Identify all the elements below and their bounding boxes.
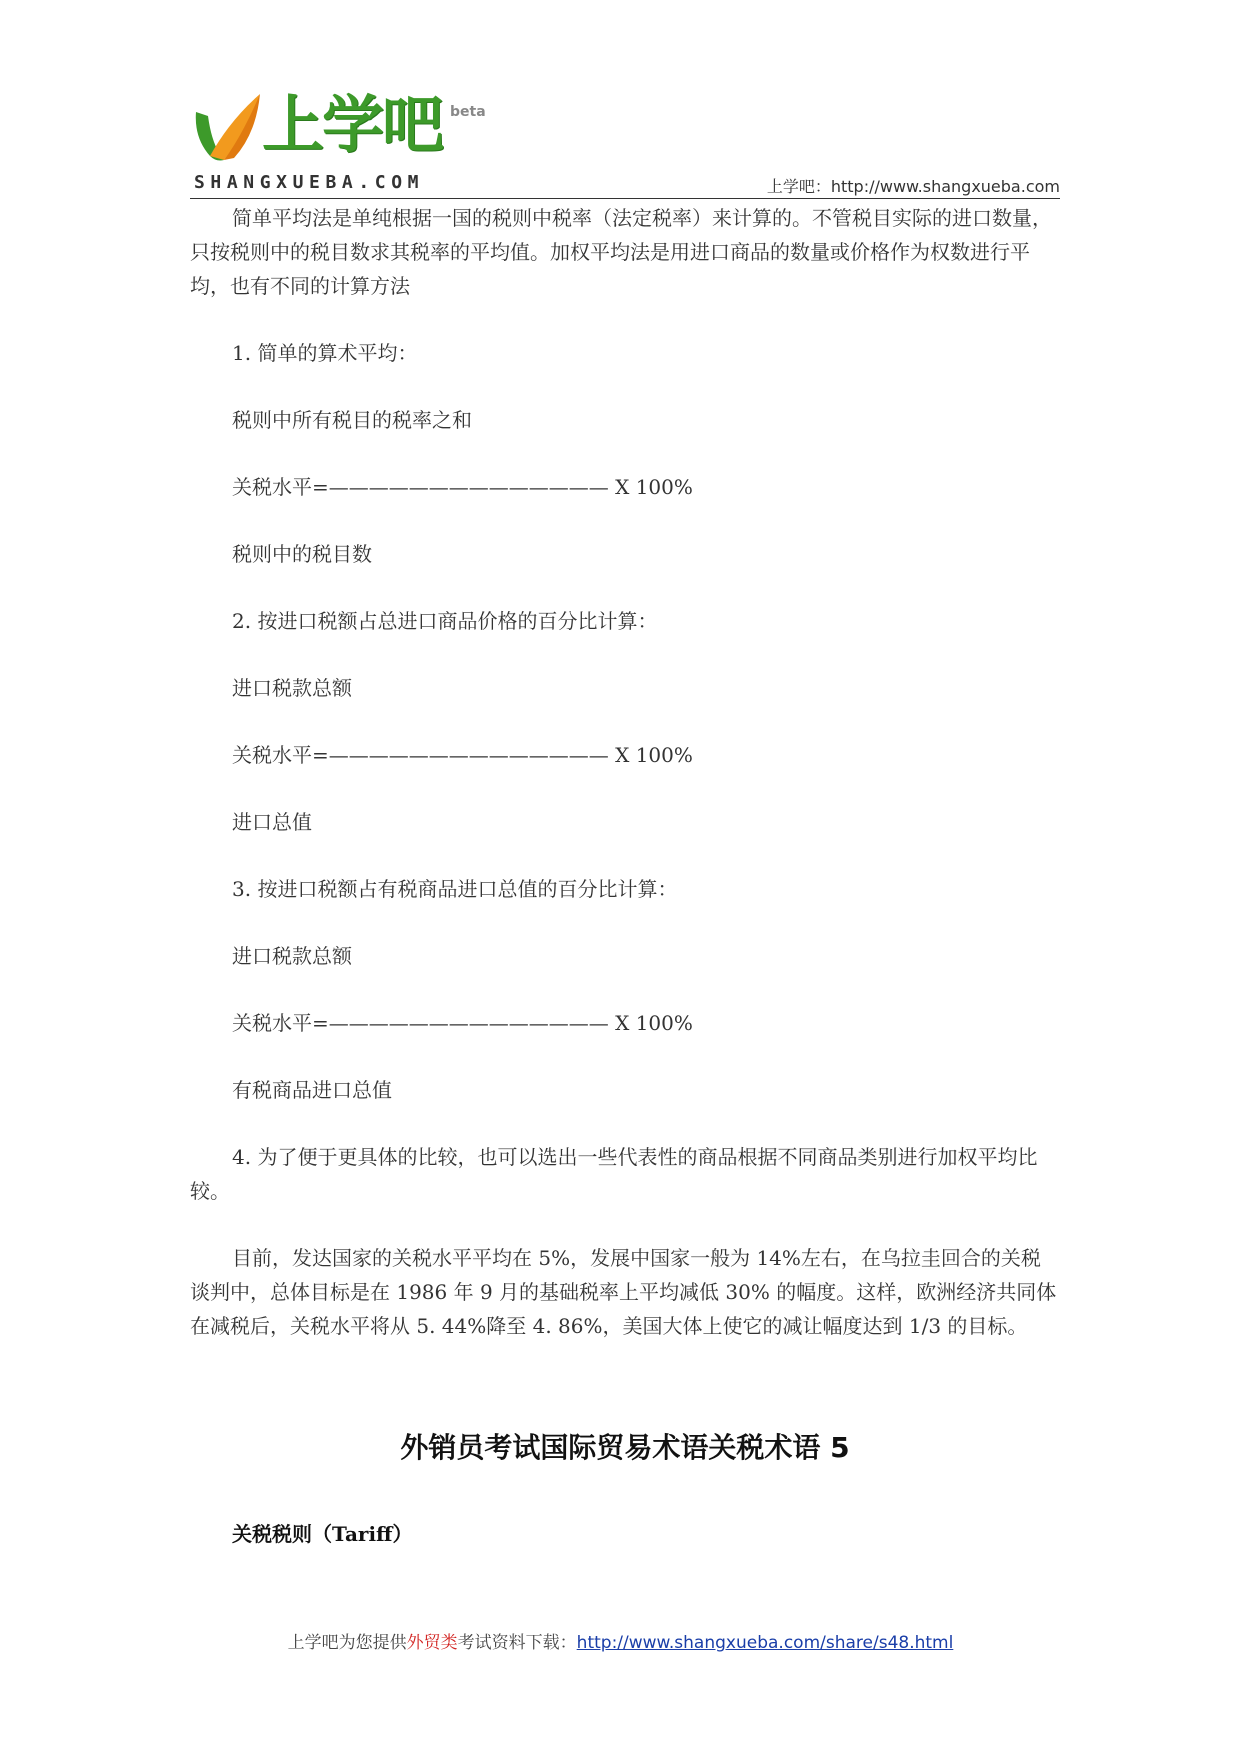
intro-paragraph: 简单平均法是单纯根据一国的税则中税率（法定税率）来计算的。不管税目实际的进口数量，只按税则中的税目数求其税率的平均值。加权平均法是用进口商品的数量或价格作为权数进行平均，也有不同的计算方法: [190, 206, 1052, 298]
method-2-formula: 关税水平=—————————————— X 100%: [232, 743, 693, 767]
logo-english-name: SHANGXUEBA.COM: [194, 172, 425, 193]
header-divider: [190, 198, 1060, 199]
footer-middle: 考试资料下载：: [457, 1633, 577, 1653]
page-header: [190, 88, 1060, 200]
method-3-numerator: 进口税款总额: [232, 944, 352, 968]
logo-beta-tag: beta: [450, 104, 486, 120]
logo-chinese-name: 上学吧: [262, 88, 443, 161]
page-footer: [0, 1628, 1241, 1653]
method-4-paragraph: 4. 为了便于更具体的比较，也可以选出一些代表性的商品根据不同商品类别进行加权平均比较。: [190, 1145, 1038, 1203]
method-2-numerator: 进口税款总额: [232, 676, 352, 700]
document-body: [190, 201, 1060, 1343]
method-3-denominator: 有税商品进口总值: [232, 1078, 392, 1102]
method-3-heading: 3. 按进口税额占有税商品进口总值的百分比计算：: [232, 877, 678, 901]
method-2-heading: 2. 按进口税额占总进口商品价格的百分比计算：: [232, 609, 658, 633]
section-subheading: 关税税则（Tariff）: [232, 1522, 413, 1546]
method-1-numerator: 税则中所有税目的税率之和: [232, 408, 472, 432]
site-logo[interactable]: [190, 88, 490, 198]
method-1-heading: 1. 简单的算术平均：: [232, 341, 418, 365]
footer-download-link[interactable]: http://www.shangxueba.com/share/s48.html: [576, 1633, 954, 1653]
footer-prefix: 上学吧为您提供: [287, 1633, 407, 1653]
method-3-formula: 关税水平=—————————————— X 100%: [232, 1011, 693, 1035]
method-1-denominator: 税则中的税目数: [232, 542, 372, 566]
header-site-url[interactable]: 上学吧：http://www.shangxueba.com: [766, 177, 1060, 196]
closing-paragraph: 目前，发达国家的关税水平平均在 5%，发展中国家一般为 14%左右，在乌拉圭回合的关税谈判中，总体目标是在 1986 年 9 月的基础税率上平均减低 30% 的幅度。这样，欧洲经济共同体在减税后，关税水平将从 5. 44%降至 4. 86%，美国大体上使它的减让幅度达到 1/3 的目标。: [190, 1246, 1057, 1338]
method-2-denominator: 进口总值: [232, 810, 312, 834]
footer-category: 外贸类: [406, 1633, 458, 1653]
method-1-formula: 关税水平=—————————————— X 100%: [232, 475, 693, 499]
leaf-check-icon: [190, 90, 262, 164]
section-title: 外销员考试国际贸易术语关税术语 5: [400, 1431, 850, 1464]
